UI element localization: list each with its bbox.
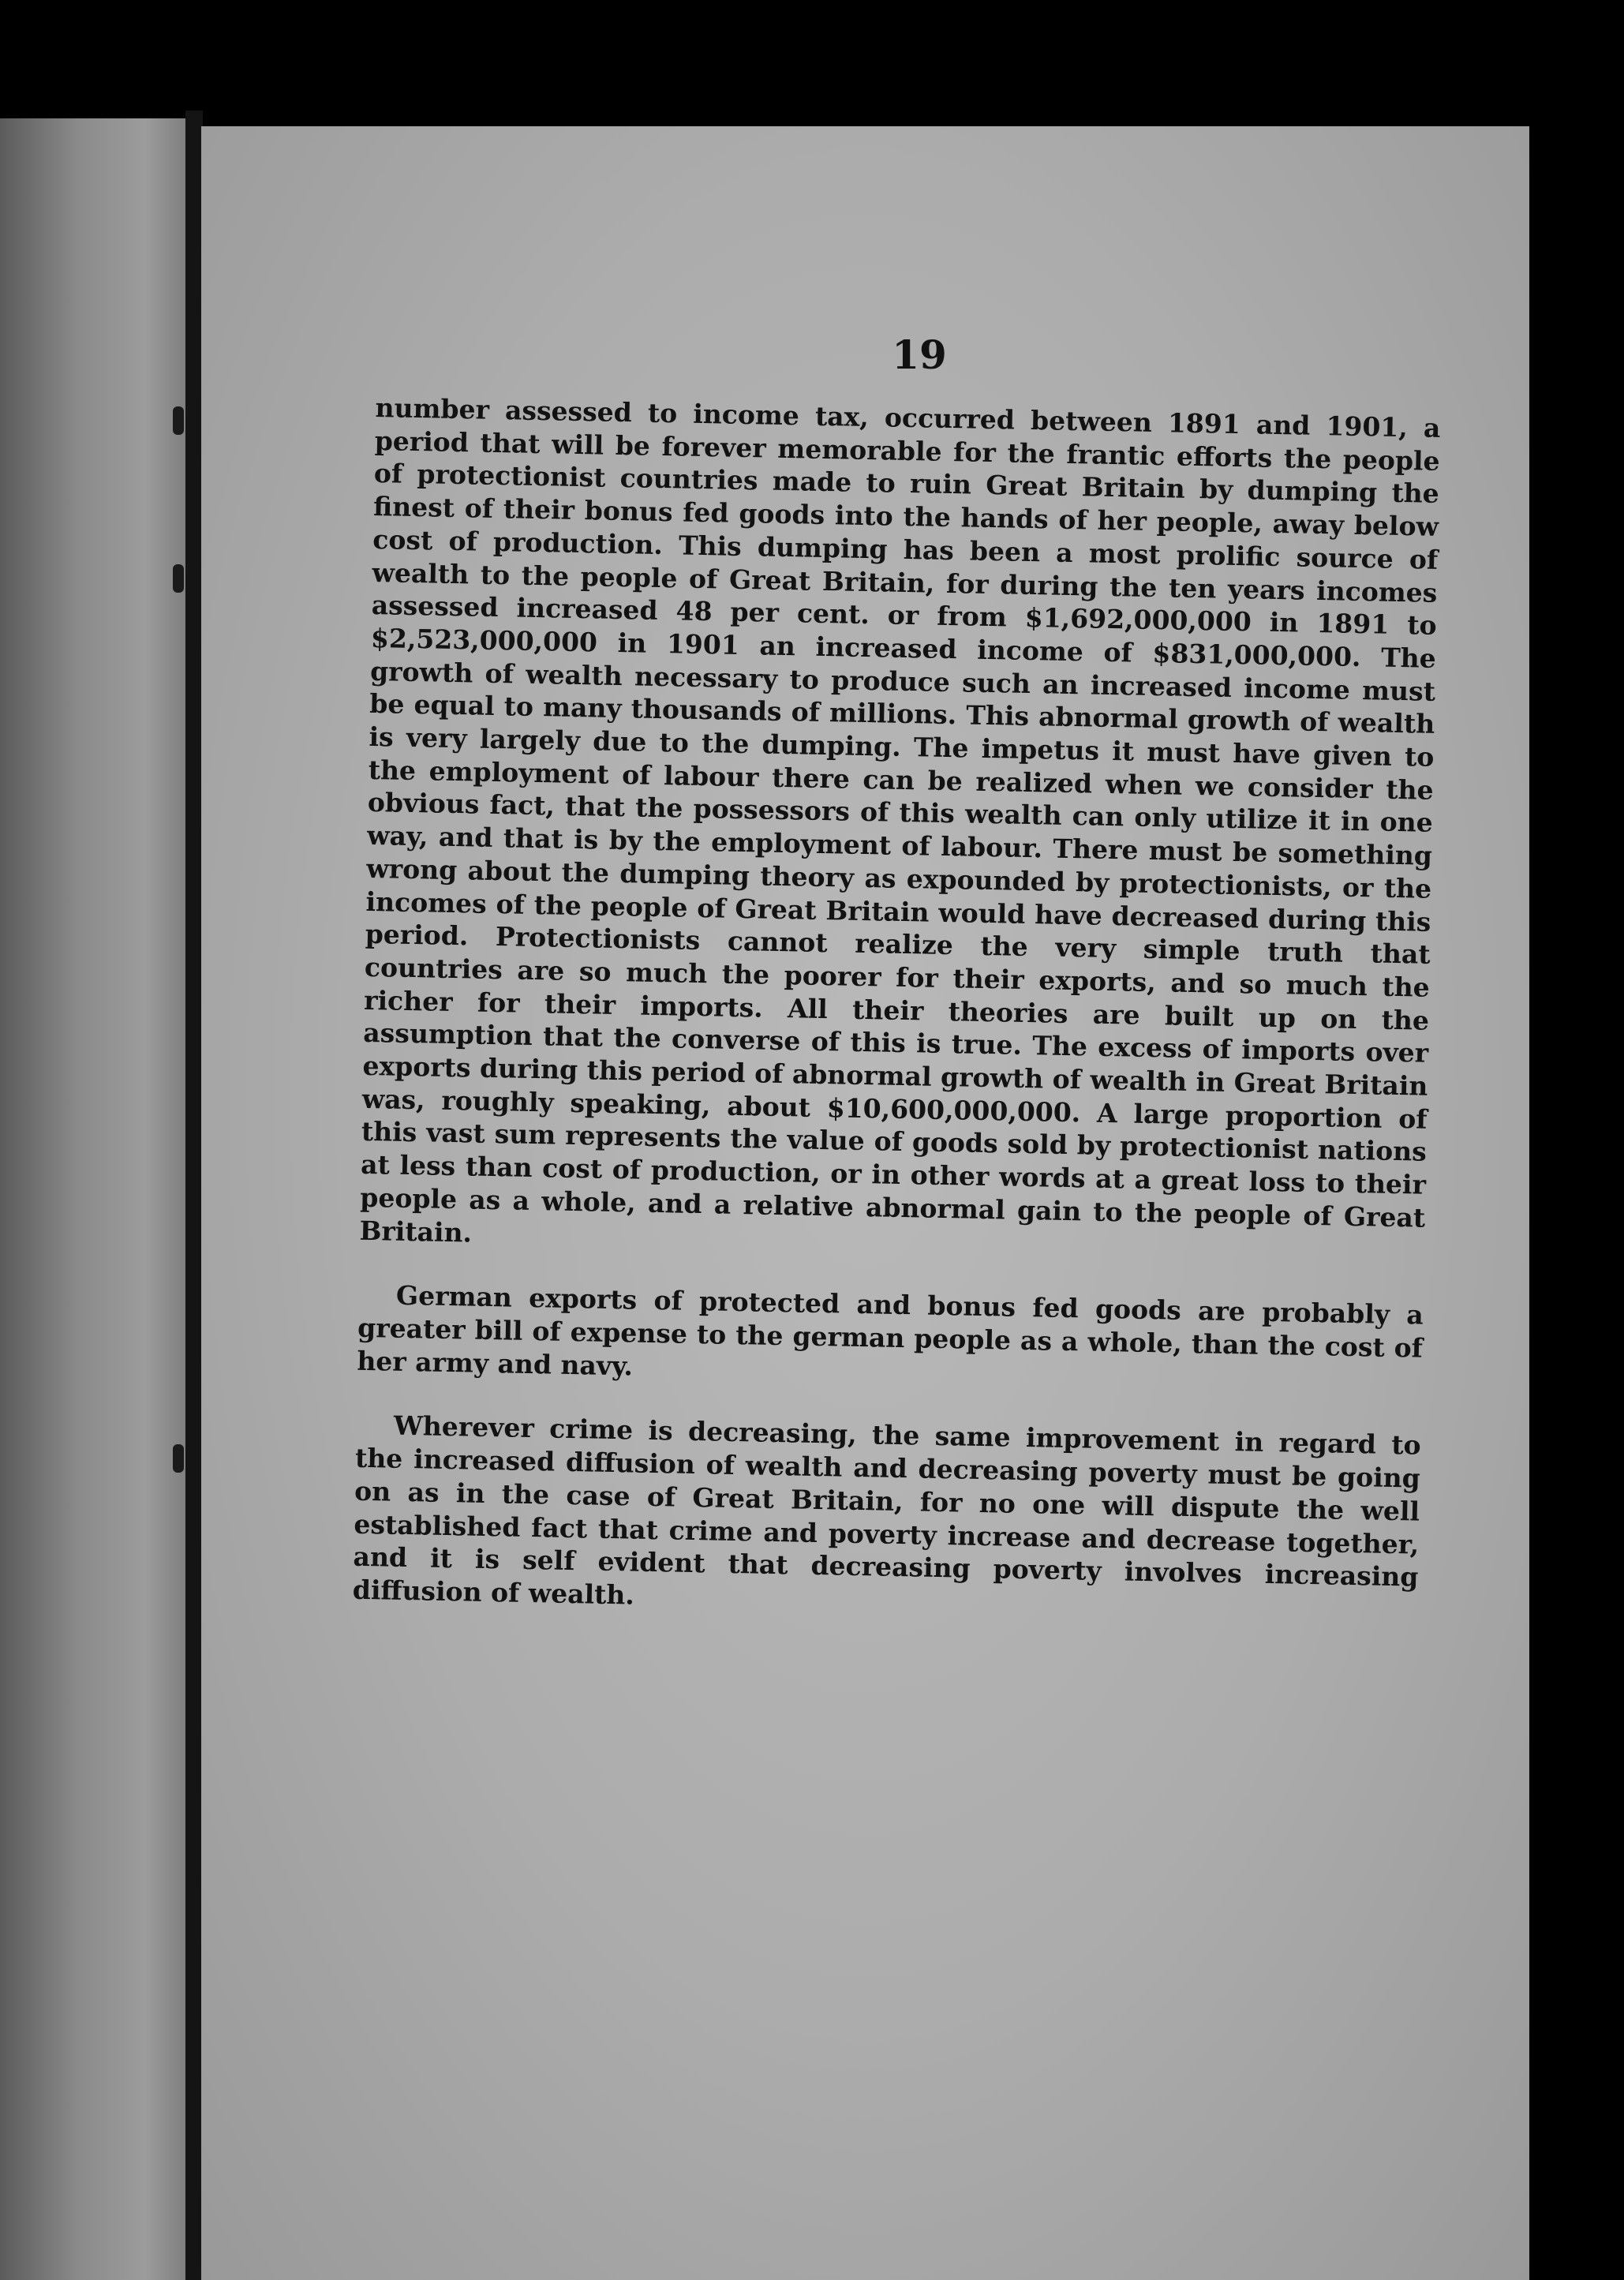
binding-stitch xyxy=(173,564,184,593)
binding-stitch xyxy=(173,406,184,435)
book-gutter xyxy=(185,110,203,2280)
paragraph-2: German exports of protected and bonus fed goods are probably a greater bill of expense to the german people as a whole, than the cost of her army and navy. xyxy=(357,1279,1424,1382)
left-page-margin xyxy=(0,118,193,2280)
paragraph-3: Wherever crime is decreasing, the same improvement in regard to the increased diffusion of wealth and decreasing poverty must be going on as in the case of Great Britain, for no one will dispute the well established fact that crime and poverty increase and decrease together, and it is self evident that decreasing poverty involves increasing diffusion of wealth. xyxy=(352,1410,1421,1611)
body-text xyxy=(352,391,1440,1627)
paragraph-1: number assessed to income tax, occurred between 1891 and 1901, a period that will be forever memorable for the frantic efforts the people of protectionist countries made to ruin Great Britain by dumping the finest of their bonus fed goods into the hands of her people, away below cost of production. This dumping has been a most prolific source of wealth to the people of Great Britain, for during the ten years incomes assessed increased 48 per cent. or from $1,692,000,000 in 1891 to $2,523,000,000 in 1901 an increased income of $831,000,000. The growth of wealth necessary to produce such an increased income must be equal to many thousands of millions. This abnormal growth of wealth is very largely due to the dumping. The impetus it must have given to the employment of labour there can be realized when we consider the obvious fact, that the possessors of this wealth can only utilize it in one way, and that is by the employment of labour. There must be something wrong about the dumping theory as expounded by protectionists, or the incomes of the people of Great Britain would have decreased during this period. Protectionists cannot realize the very simple truth that countries are so much the poorer for their exports, and so much the richer for their imports. All their theories are built up on the assumption that the converse of this is true. The excess of imports over exports during this period of abnormal growth of wealth in Great Britain was, roughly speaking, about $10,600,000,000. A large proportion of this vast sum represents the value of goods sold by protectionist nations at less than cost of production, or in other words at a great loss to their people as a whole, and a relative abnormal gain to the people of Great Britain. xyxy=(359,391,1441,1249)
binding-stitch xyxy=(173,1444,184,1473)
page-number: 19 xyxy=(892,331,947,378)
